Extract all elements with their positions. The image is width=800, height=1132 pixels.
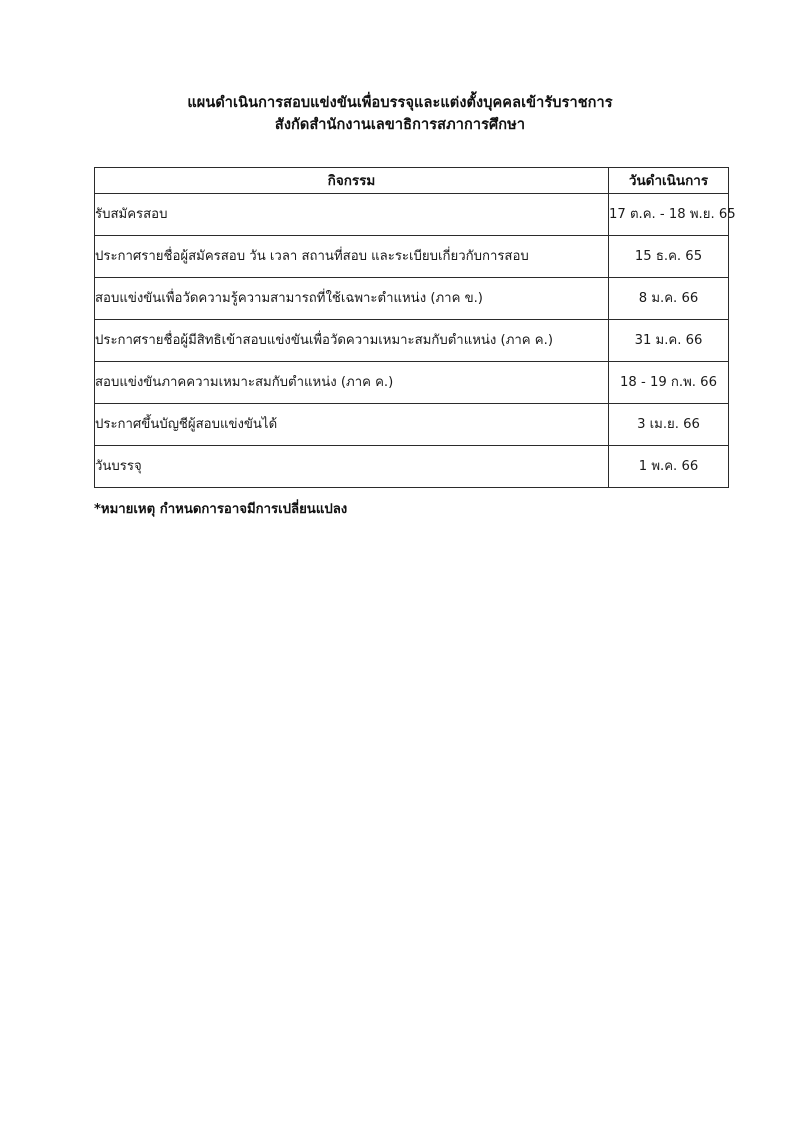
document-footnote: *หมายเหตุ กำหนดการอาจมีการเปลี่ยนแปลง [94, 502, 348, 517]
exam-schedule-table-wrapper [94, 167, 736, 488]
table-row [95, 404, 729, 446]
cell-date: 18 - 19 ก.พ. 66 [609, 362, 729, 404]
document-title-block [0, 92, 800, 136]
exam-schedule-table [94, 167, 736, 488]
table-body [95, 194, 736, 488]
cell-date: 17 ต.ค. - 18 พ.ย. 65 [609, 194, 729, 236]
cell-activity: ประกาศรายชื่อผู้สมัครสอบ วัน เวลา สถานที่สอบ และระเบียบเกี่ยวกับการสอบ [95, 236, 609, 278]
table-header-row [95, 168, 729, 194]
cell-date: 8 ม.ค. 66 [609, 278, 729, 320]
document-title-line-2: สังกัดสำนักงานเลขาธิการสภาการศึกษา [274, 117, 526, 133]
cell-activity: สอบแข่งขันภาคความเหมาะสมกับตำแหน่ง (ภาค ค.) [95, 362, 609, 404]
cell-activity: วันบรรจุ [95, 446, 609, 488]
table-row [95, 278, 729, 320]
cell-activity: สอบแข่งขันเพื่อวัดความรู้ความสามารถที่ใช้เฉพาะตำแหน่ง (ภาค ข.) [95, 278, 609, 320]
column-header-activity: กิจกรรม [95, 168, 609, 194]
cell-date: 31 ม.ค. 66 [609, 320, 729, 362]
cell-activity: ประกาศรายชื่อผู้มีสิทธิเข้าสอบแข่งขันเพื่อวัดความเหมาะสมกับตำแหน่ง (ภาค ค.) [95, 320, 609, 362]
table-head [95, 168, 729, 194]
cell-activity: ประกาศขึ้นบัญชีผู้สอบแข่งขันได้ [95, 404, 609, 446]
document-title-line-1: แผนดำเนินการสอบแข่งขันเพื่อบรรจุและแต่งตั้งบุคคลเข้ารับราชการ [187, 95, 613, 111]
column-header-date: วันดำเนินการ [609, 168, 729, 194]
cell-activity: รับสมัครสอบ [95, 194, 609, 236]
table-row [95, 320, 729, 362]
table-row [95, 362, 729, 404]
cell-date: 15 ธ.ค. 65 [609, 236, 729, 278]
table-row [95, 236, 729, 278]
table-row [95, 194, 729, 236]
table-row [95, 446, 729, 488]
cell-date: 1 พ.ค. 66 [609, 446, 729, 488]
cell-date: 3 เม.ย. 66 [609, 404, 729, 446]
